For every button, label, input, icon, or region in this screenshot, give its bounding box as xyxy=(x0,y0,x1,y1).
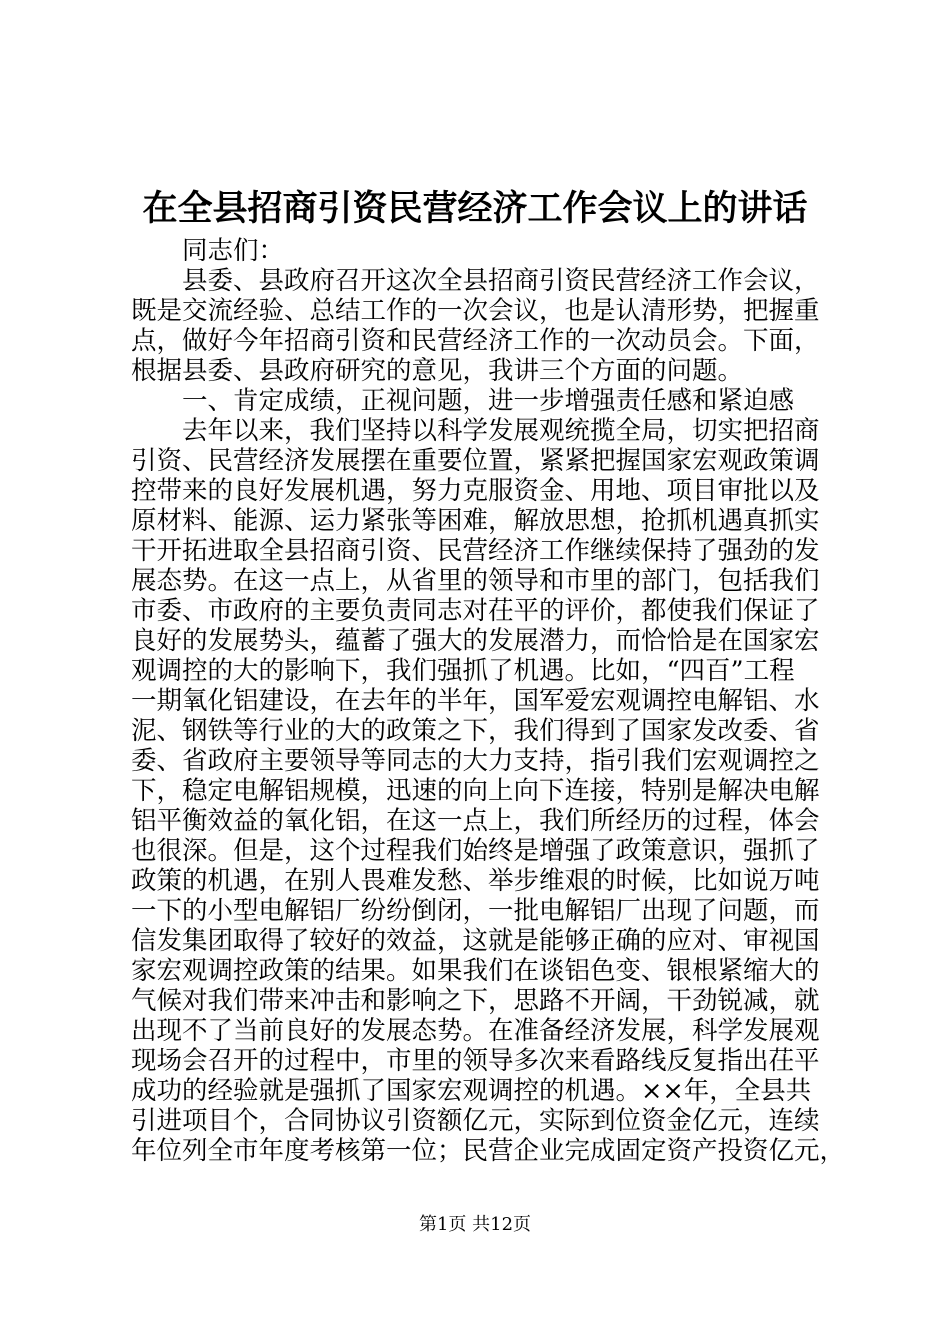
paragraph-line: 引资、民营经济发展摆在重要位置，紧紧把握国家宏观政策调 xyxy=(131,446,820,476)
paragraph-line: 泥、钢铁等行业的大的政策之下，我们得到了国家发改委、省 xyxy=(131,716,820,746)
paragraph-line: 气候对我们带来冲击和影响之下，思路不开阔，干劲锐减，就 xyxy=(131,986,820,1016)
section-heading: 一、肯定成绩，正视问题，进一步增强责任感和紧迫感 xyxy=(182,386,795,416)
paragraph-line: 干开拓进取全县招商引资、民营经济工作继续保持了强劲的发 xyxy=(131,536,820,566)
paragraph-line: 控带来的良好发展机遇，努力克服资金、用地、项目审批以及 xyxy=(131,476,820,506)
paragraph-line: 引进项目个，合同协议引资额亿元，实际到位资金亿元，连续 xyxy=(131,1106,820,1136)
paragraph-line: 一下的小型电解铝厂纷纷倒闭，一批电解铝厂出现了问题，而 xyxy=(131,896,820,926)
paragraph-line: 一期氧化铝建设，在去年的半年，国军爱宏观调控电解铝、水 xyxy=(131,686,820,716)
paragraph-line: 信发集团取得了较好的效益，这就是能够正确的应对、审视国 xyxy=(131,926,820,956)
paragraph-line: 市委、市政府的主要负责同志对茌平的评价，都使我们保证了 xyxy=(131,596,820,626)
paragraph-line: 委、省政府主要领导等同志的大力支持，指引我们宏观调控之 xyxy=(131,746,820,776)
document-title: 在全县招商引资民营经济工作会议上的讲话 xyxy=(142,188,808,229)
paragraph-line: 家宏观调控政策的结果。如果我们在谈铝色变、银根紧缩大的 xyxy=(131,956,820,986)
paragraph-line: 展态势。在这一点上，从省里的领导和市里的部门，包括我们 xyxy=(131,566,820,596)
paragraph-line: 县委、县政府召开这次全县招商引资民营经济工作会议， xyxy=(182,266,820,296)
paragraph-line: 铝平衡效益的氧化铝，在这一点上，我们所经历的过程，体会 xyxy=(131,806,820,836)
paragraph-line: 下，稳定电解铝规模，迅速的向上向下连接，特别是解决电解 xyxy=(131,776,820,806)
salutation-line: 同志们： xyxy=(182,236,285,266)
paragraph-line: 也很深。但是，这个过程我们始终是增强了政策意识，强抓了 xyxy=(131,836,820,866)
paragraph-line: 原材料、能源、运力紧张等困难，解放思想，抢抓机遇真抓实 xyxy=(131,506,820,536)
paragraph-line: 良好的发展势头，蕴蓄了强大的发展潜力，而恰恰是在国家宏 xyxy=(131,626,820,656)
paragraph-line: 观调控的大的影响下，我们强抓了机遇。比如，“四百”工程 xyxy=(131,656,795,686)
paragraph-line: 既是交流经验、总结工作的一次会议，也是认清形势，把握重 xyxy=(131,296,820,326)
paragraph-line: 出现不了当前良好的发展态势。在准备经济发展，科学发展观 xyxy=(131,1016,820,1046)
paragraph-line: 年位列全市年度考核第一位；民营企业完成固定资产投资亿元， xyxy=(131,1136,846,1166)
paragraph-line: 现场会召开的过程中，市里的领导多次来看路线反复指出茌平 xyxy=(131,1046,820,1076)
page-footer: 第1页 共12页 xyxy=(418,1214,532,1235)
paragraph-line: 点，做好今年招商引资和民营经济工作的一次动员会。下面， xyxy=(131,326,820,356)
document-body xyxy=(131,236,846,1166)
paragraph-line: 去年以来，我们坚持以科学发展观统揽全局，切实把招商 xyxy=(182,416,820,446)
paragraph-line: 根据县委、县政府研究的意见，我讲三个方面的问题。 xyxy=(131,356,744,386)
paragraph-line: 政策的机遇，在别人畏难发愁、举步维艰的时候，比如说万吨 xyxy=(131,866,820,896)
paragraph-line: 成功的经验就是强抓了国家宏观调控的机遇。××年，全县共 xyxy=(131,1076,812,1106)
